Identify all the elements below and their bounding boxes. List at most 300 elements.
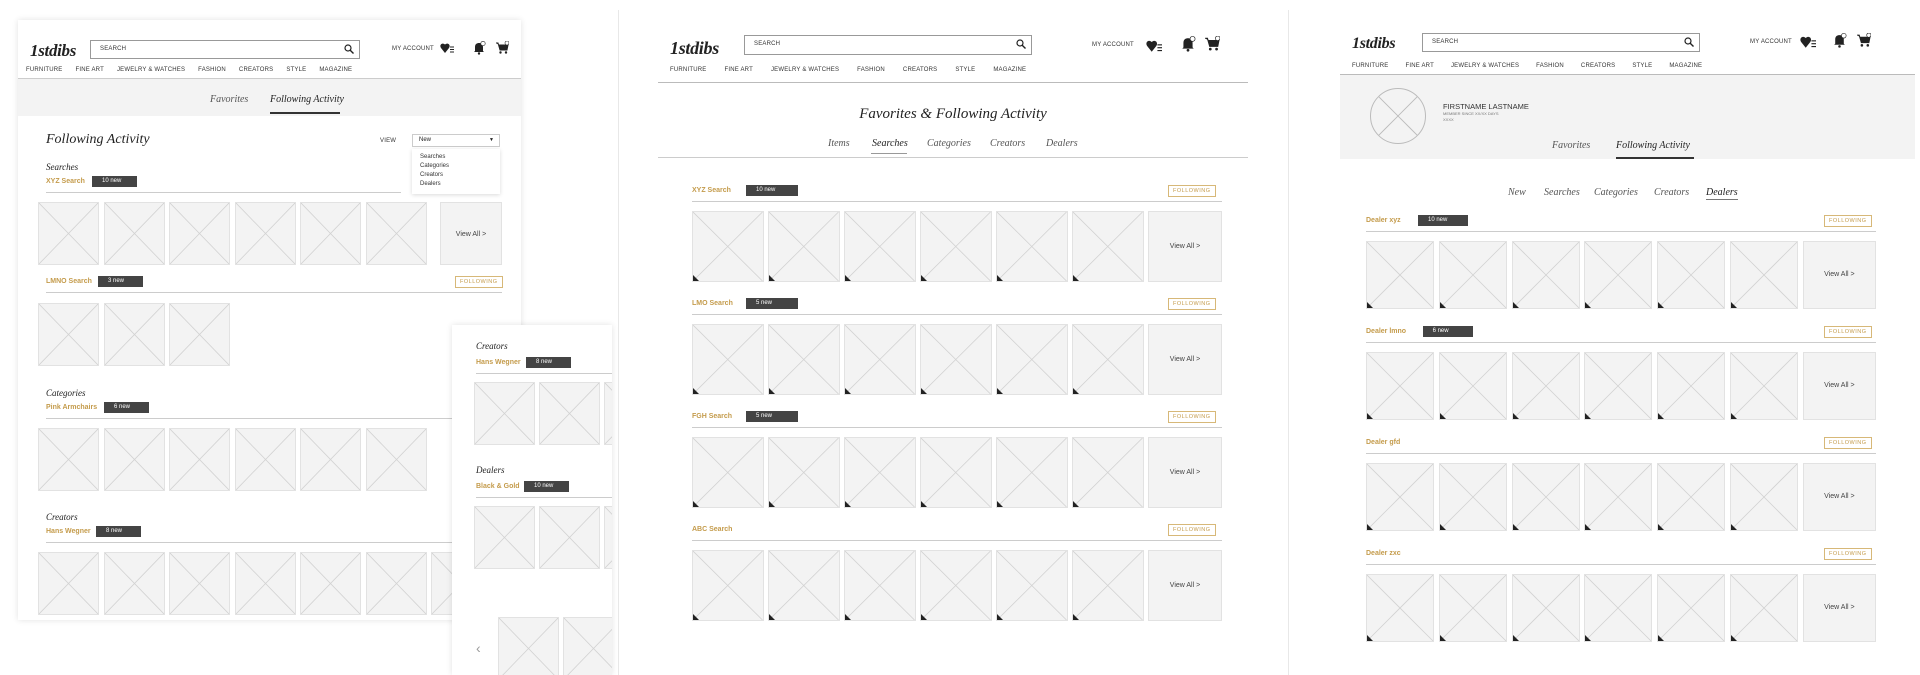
placeholder-image-icon	[769, 325, 839, 394]
item-thumbnail[interactable]	[169, 202, 230, 265]
new-count-badge: 10 new	[746, 185, 798, 196]
main-nav	[1352, 63, 1702, 69]
search-placeholder: SEARCH	[100, 46, 127, 52]
my-account-link[interactable]: MY ACCOUNT	[392, 46, 434, 52]
item-thumbnail[interactable]	[1512, 352, 1580, 420]
item-thumbnail[interactable]	[235, 552, 296, 615]
nav-jewelry[interactable]: JEWELRY & WATCHES	[770, 67, 840, 73]
item-thumbnail[interactable]	[768, 324, 840, 395]
placeholder-image-icon	[301, 203, 360, 264]
view-option-searches[interactable]: Searches	[420, 154, 446, 160]
view-all-label: View All >	[1169, 355, 1201, 363]
placeholder-image-icon	[39, 304, 98, 365]
new-count-badge: 6 new	[104, 402, 149, 413]
item-thumbnail[interactable]	[1072, 211, 1144, 282]
nav-fine-art[interactable]: FINE ART	[1405, 63, 1434, 69]
placeholder-image-icon	[236, 553, 295, 614]
search-name[interactable]: FGH Search	[692, 413, 733, 420]
corner-marker	[997, 614, 1003, 620]
placeholder-image-icon	[921, 551, 991, 620]
placeholder-image-icon	[1731, 575, 1797, 641]
cart-icon[interactable]	[1856, 33, 1871, 48]
nav-fashion[interactable]: FASHION	[198, 67, 226, 73]
prev-arrow-icon[interactable]: ‹	[476, 640, 481, 656]
tab-creators[interactable]: Creators	[990, 138, 1026, 149]
item-thumbnail[interactable]	[366, 552, 427, 615]
category-name[interactable]: Pink Armchairs	[46, 404, 98, 411]
nav-style[interactable]: STYLE	[286, 67, 307, 73]
search-name[interactable]: XYZ Search	[692, 187, 731, 194]
tab-favorites[interactable]: Favorites	[210, 94, 249, 105]
placeholder-image-icon	[1731, 464, 1797, 530]
nav-creators[interactable]: CREATORS	[902, 67, 938, 73]
view-all-button[interactable]	[1803, 241, 1876, 309]
item-thumbnail[interactable]	[38, 202, 99, 265]
item-thumbnail[interactable]	[692, 550, 764, 621]
item-thumbnail[interactable]	[235, 428, 296, 491]
item-thumbnail[interactable]	[844, 437, 916, 508]
search-placeholder: SEARCH	[754, 41, 781, 47]
search-icon[interactable]	[1684, 37, 1694, 47]
item-thumbnail[interactable]	[692, 324, 764, 395]
item-thumbnail[interactable]	[1366, 352, 1434, 420]
following-button[interactable]: FOLLOWING	[1168, 411, 1216, 423]
search-icon[interactable]	[344, 44, 354, 54]
placeholder-image-icon	[1658, 353, 1724, 419]
nav-creators[interactable]: CREATORS	[1580, 63, 1616, 69]
creators-heading: Creators	[476, 341, 508, 351]
item-thumbnail[interactable]	[1657, 574, 1725, 642]
corner-marker	[1367, 302, 1373, 308]
item-thumbnail[interactable]	[1730, 463, 1798, 531]
item-thumbnail[interactable]	[1072, 324, 1144, 395]
search-name[interactable]: LMO Search	[692, 300, 733, 307]
item-thumbnail[interactable]	[498, 617, 559, 675]
item-thumbnail[interactable]	[1439, 463, 1507, 531]
item-thumbnail[interactable]	[366, 428, 427, 491]
following-button[interactable]: FOLLOWING	[1168, 185, 1216, 197]
item-thumbnail[interactable]	[996, 550, 1068, 621]
logo[interactable]: 1stdibs	[30, 41, 77, 60]
tab-following-activity[interactable]: Following Activity	[1616, 140, 1690, 151]
placeholder-image-icon	[921, 212, 991, 281]
row-divider	[692, 314, 1222, 315]
corner-marker	[769, 501, 775, 507]
item-thumbnail[interactable]	[768, 550, 840, 621]
nav-style[interactable]: STYLE	[1632, 63, 1653, 69]
placeholder-image-icon	[170, 429, 229, 490]
nav-fine-art[interactable]: FINE ART	[724, 67, 753, 73]
item-thumbnail[interactable]	[366, 202, 427, 265]
placeholder-image-icon	[170, 553, 229, 614]
placeholder-image-icon	[693, 551, 763, 620]
placeholder-image-icon	[367, 553, 426, 614]
cart-icon[interactable]	[495, 41, 509, 55]
active-tab-underline	[270, 112, 340, 114]
subtab-new[interactable]: New	[1508, 187, 1526, 198]
placeholder-image-icon	[39, 553, 98, 614]
view-all-button[interactable]	[440, 202, 502, 265]
placeholder-image-icon	[693, 212, 763, 281]
view-option-creators[interactable]: Creators	[420, 172, 444, 178]
corner-marker	[1731, 302, 1737, 308]
my-account-link[interactable]: MY ACCOUNT	[1750, 39, 1792, 45]
corner-marker	[1731, 524, 1737, 530]
view-option-dealers[interactable]: Dealers	[420, 181, 441, 187]
creator-name[interactable]: Hans Wegner	[46, 528, 91, 535]
corner-marker	[921, 388, 927, 394]
following-button[interactable]: FOLLOWING	[1824, 215, 1872, 227]
item-thumbnail[interactable]	[169, 303, 230, 366]
favorites-list-icon[interactable]	[1146, 38, 1162, 54]
search-name[interactable]: ABC Search	[692, 526, 733, 533]
item-thumbnail[interactable]	[692, 437, 764, 508]
search-input[interactable]	[744, 35, 1032, 55]
placeholder-image-icon	[301, 553, 360, 614]
bell-icon[interactable]	[1180, 36, 1196, 52]
placeholder-image-icon	[845, 438, 915, 507]
corner-marker	[1585, 302, 1591, 308]
item-thumbnail[interactable]	[300, 428, 361, 491]
placeholder-image-icon	[997, 551, 1067, 620]
placeholder-image-icon	[769, 551, 839, 620]
bell-icon[interactable]	[1832, 33, 1847, 48]
item-thumbnail[interactable]	[1584, 352, 1652, 420]
nav-fine-art[interactable]: FINE ART	[75, 67, 104, 73]
item-thumbnail[interactable]	[768, 211, 840, 282]
dealers-heading: Dealers	[476, 465, 505, 475]
placeholder-image-icon	[170, 203, 229, 264]
panel-divider	[1288, 10, 1289, 675]
placeholder-image-icon	[301, 429, 360, 490]
placeholder-image-icon	[1073, 212, 1143, 281]
placeholder-image-icon	[1367, 242, 1433, 308]
item-thumbnail[interactable]	[692, 211, 764, 282]
item-thumbnail[interactable]	[920, 550, 992, 621]
corner-marker	[1073, 614, 1079, 620]
placeholder-image-icon	[1585, 575, 1651, 641]
corner-marker	[1513, 524, 1519, 530]
view-all-button[interactable]	[1148, 550, 1222, 621]
nav-furniture[interactable]: FURNITURE	[670, 67, 707, 73]
new-count-badge: 5 new	[746, 298, 798, 309]
item-thumbnail[interactable]	[996, 211, 1068, 282]
item-thumbnail[interactable]	[768, 437, 840, 508]
subtab-dealers[interactable]: Dealers	[1706, 187, 1738, 198]
item-thumbnail[interactable]	[1584, 574, 1652, 642]
item-thumbnail[interactable]	[169, 428, 230, 491]
view-all-label: View All >	[1824, 382, 1855, 389]
avatar[interactable]	[1370, 88, 1426, 144]
item-thumbnail[interactable]	[1512, 463, 1580, 531]
subtab-creators[interactable]: Creators	[1654, 187, 1690, 198]
placeholder-image-icon	[845, 212, 915, 281]
placeholder-image-icon	[39, 203, 98, 264]
item-thumbnail[interactable]	[844, 211, 916, 282]
corner-marker	[1367, 635, 1373, 641]
item-thumbnail[interactable]	[1439, 574, 1507, 642]
tab-favorites[interactable]: Favorites	[1552, 140, 1591, 151]
item-thumbnail[interactable]	[169, 552, 230, 615]
tab-dealers[interactable]: Dealers	[1046, 138, 1078, 149]
view-all-button[interactable]	[1803, 574, 1876, 642]
new-count-badge: 5 new	[746, 411, 798, 422]
item-thumbnail[interactable]	[1072, 550, 1144, 621]
item-thumbnail[interactable]	[38, 428, 99, 491]
placeholder-image-icon	[1440, 353, 1506, 419]
placeholder-image-icon	[39, 429, 98, 490]
item-thumbnail[interactable]	[474, 506, 535, 569]
placeholder-image-icon	[1658, 575, 1724, 641]
page-title: Following Activity	[46, 132, 150, 147]
item-thumbnail[interactable]	[1366, 463, 1434, 531]
item-thumbnail[interactable]	[104, 303, 165, 366]
row-divider	[476, 497, 612, 498]
placeholder-image-icon	[1585, 242, 1651, 308]
item-thumbnail[interactable]	[996, 324, 1068, 395]
corner-marker	[1440, 413, 1446, 419]
search-input[interactable]	[90, 40, 360, 59]
following-button[interactable]: FOLLOWING	[1824, 437, 1872, 449]
favorites-list-icon[interactable]	[1800, 34, 1816, 50]
following-button[interactable]: FOLLOWING	[1824, 326, 1872, 338]
placeholder-image-icon	[367, 429, 426, 490]
nav-style[interactable]: STYLE	[955, 67, 976, 73]
view-all-button[interactable]	[1803, 463, 1876, 531]
tab-searches[interactable]: Searches	[872, 138, 908, 149]
item-thumbnail[interactable]	[104, 428, 165, 491]
nav-fashion[interactable]: FASHION	[857, 67, 885, 73]
item-thumbnail[interactable]	[844, 550, 916, 621]
profile-extra: XXXX	[1443, 117, 1454, 122]
searches-heading: Searches	[46, 162, 79, 172]
item-thumbnail[interactable]	[604, 506, 612, 569]
corner-marker	[1073, 275, 1079, 281]
item-thumbnail[interactable]	[1366, 574, 1434, 642]
logo[interactable]: 1stdibs	[670, 38, 719, 58]
placeholder-image-icon	[1731, 242, 1797, 308]
nav-furniture[interactable]: FURNITURE	[1352, 63, 1389, 69]
placeholder-image-icon	[475, 383, 534, 444]
search-placeholder: SEARCH	[1432, 39, 1459, 45]
corner-marker	[997, 275, 1003, 281]
profile-name: FIRSTNAME LASTNAME	[1443, 102, 1529, 111]
subtab-categories[interactable]: Categories	[1594, 187, 1638, 198]
corner-marker	[769, 614, 775, 620]
placeholder-image-icon	[1440, 575, 1506, 641]
placeholder-image-icon	[499, 618, 558, 675]
new-count-badge: 10 new	[92, 176, 137, 187]
nav-jewelry[interactable]: JEWELRY & WATCHES	[1450, 63, 1520, 69]
placeholder-image-icon	[1367, 353, 1433, 419]
item-thumbnail[interactable]	[38, 552, 99, 615]
following-button[interactable]: FOLLOWING	[1168, 298, 1216, 310]
search-name[interactable]: Dealer lmno	[1366, 328, 1407, 335]
item-thumbnail[interactable]	[235, 202, 296, 265]
placeholder-image-icon	[1367, 575, 1433, 641]
corner-marker	[693, 388, 699, 394]
view-all-label: View All >	[455, 231, 487, 238]
corner-marker	[1658, 413, 1664, 419]
right-panel	[1330, 0, 1920, 675]
row-divider	[476, 373, 612, 374]
item-thumbnail[interactable]	[300, 202, 361, 265]
placeholder-image-icon	[1658, 464, 1724, 530]
corner-marker	[1585, 413, 1591, 419]
row-divider	[1366, 564, 1876, 565]
row-divider	[46, 418, 458, 419]
item-thumbnail[interactable]	[1584, 241, 1652, 309]
item-thumbnail[interactable]	[996, 437, 1068, 508]
placeholder-image-icon	[845, 325, 915, 394]
tab-items[interactable]: Items	[828, 138, 850, 149]
item-thumbnail[interactable]	[539, 506, 600, 569]
new-count-badge: 8 new	[96, 526, 141, 537]
view-all-button[interactable]	[1148, 324, 1222, 395]
tab-following-activity[interactable]: Following Activity	[270, 94, 344, 105]
item-thumbnail[interactable]	[1730, 352, 1798, 420]
corner-marker	[1367, 524, 1373, 530]
placeholder-image-icon	[475, 507, 534, 568]
item-thumbnail[interactable]	[920, 437, 992, 508]
item-thumbnail[interactable]	[844, 324, 916, 395]
search-input[interactable]	[1422, 33, 1700, 52]
item-thumbnail[interactable]	[1439, 352, 1507, 420]
item-thumbnail[interactable]	[300, 552, 361, 615]
cart-icon[interactable]	[1204, 36, 1220, 52]
search-name[interactable]: LMNO Search	[46, 278, 92, 285]
item-thumbnail[interactable]	[474, 382, 535, 445]
placeholder-image-icon	[997, 325, 1067, 394]
placeholder-image-icon	[105, 304, 164, 365]
corner-marker	[845, 614, 851, 620]
nav-jewelry[interactable]: JEWELRY & WATCHES	[116, 67, 186, 73]
subtab-searches[interactable]: Searches	[1544, 187, 1580, 198]
corner-marker	[1367, 413, 1373, 419]
item-thumbnail[interactable]	[604, 382, 612, 445]
middle-panel	[618, 0, 1288, 675]
placeholder-image-icon	[540, 383, 599, 444]
item-thumbnail[interactable]	[1512, 241, 1580, 309]
view-all-label: View All >	[1169, 468, 1201, 476]
tab-categories[interactable]: Categories	[927, 138, 971, 149]
logo[interactable]: 1stdibs	[1352, 35, 1396, 52]
view-all-label: View All >	[1169, 242, 1201, 250]
corner-marker	[769, 275, 775, 281]
placeholder-image-icon	[1073, 551, 1143, 620]
search-name[interactable]: XYZ Search	[46, 178, 85, 185]
item-thumbnail[interactable]	[1512, 574, 1580, 642]
row-divider	[1366, 231, 1876, 232]
item-thumbnail[interactable]	[1439, 241, 1507, 309]
item-thumbnail[interactable]	[1584, 463, 1652, 531]
placeholder-image-icon	[769, 438, 839, 507]
item-thumbnail[interactable]	[920, 324, 992, 395]
corner-marker	[1440, 302, 1446, 308]
view-select-value: New	[419, 137, 432, 143]
new-count-badge: 10 new	[1418, 215, 1468, 226]
view-all-button[interactable]	[1148, 437, 1222, 508]
view-all-button[interactable]	[1148, 211, 1222, 282]
active-tab-underline	[871, 153, 907, 154]
item-thumbnail[interactable]	[1730, 574, 1798, 642]
nav-magazine[interactable]: MAGAZINE	[1669, 63, 1703, 69]
view-all-button[interactable]	[1803, 352, 1876, 420]
corner-marker	[693, 501, 699, 507]
following-button[interactable]: FOLLOWING	[455, 276, 503, 288]
view-option-categories[interactable]: Categories	[420, 163, 450, 169]
placeholder-image-icon	[1073, 438, 1143, 507]
corner-marker	[1073, 388, 1079, 394]
creator-name[interactable]: Hans Wegner	[476, 359, 521, 366]
corner-marker	[693, 275, 699, 281]
nav-magazine[interactable]: MAGAZINE	[319, 67, 353, 73]
corner-marker	[1658, 302, 1664, 308]
corner-marker	[1731, 635, 1737, 641]
item-thumbnail[interactable]	[920, 211, 992, 282]
nav-magazine[interactable]: MAGAZINE	[993, 67, 1027, 73]
nav-fashion[interactable]: FASHION	[1536, 63, 1564, 69]
row-divider	[46, 292, 502, 293]
row-divider	[1366, 342, 1876, 343]
row-divider	[46, 192, 401, 193]
item-thumbnail[interactable]	[104, 202, 165, 265]
view-all-label: View All >	[1824, 271, 1855, 278]
item-thumbnail[interactable]	[563, 617, 612, 675]
view-select[interactable]	[412, 134, 500, 147]
search-name[interactable]: Dealer zxc	[1366, 550, 1401, 557]
page-title: Favorites & Following Activity	[859, 106, 1047, 122]
item-thumbnail[interactable]	[1730, 241, 1798, 309]
search-name[interactable]: Dealer xyz	[1366, 217, 1401, 224]
placeholder-image-icon	[105, 429, 164, 490]
corner-marker	[1585, 635, 1591, 641]
search-name[interactable]: Dealer gfd	[1366, 439, 1401, 446]
search-icon[interactable]	[1016, 39, 1026, 49]
item-thumbnail[interactable]	[38, 303, 99, 366]
placeholder-image-icon	[540, 507, 599, 568]
placeholder-image-icon	[1513, 242, 1579, 308]
main-nav	[26, 67, 352, 73]
nav-creators[interactable]: CREATORS	[238, 67, 274, 73]
bell-icon[interactable]	[472, 41, 486, 55]
corner-marker	[1658, 524, 1664, 530]
placeholder-image-icon	[605, 383, 612, 444]
nav-furniture[interactable]: FURNITURE	[26, 67, 63, 73]
item-thumbnail[interactable]	[1366, 241, 1434, 309]
following-button[interactable]: FOLLOWING	[1824, 548, 1872, 560]
dealer-name[interactable]: Black & Gold	[476, 483, 520, 490]
main-nav	[670, 67, 1026, 73]
placeholder-image-icon	[1658, 242, 1724, 308]
corner-marker	[1440, 635, 1446, 641]
corner-marker	[921, 501, 927, 507]
favorites-list-icon[interactable]	[440, 41, 454, 55]
item-thumbnail[interactable]	[1657, 241, 1725, 309]
profile-member-since: MEMBER SINCE XX/XX DAYS	[1443, 111, 1499, 116]
placeholder-image-icon	[1513, 353, 1579, 419]
placeholder-image-icon	[1513, 464, 1579, 530]
item-thumbnail[interactable]	[1657, 352, 1725, 420]
item-thumbnail[interactable]	[539, 382, 600, 445]
item-thumbnail[interactable]	[1072, 437, 1144, 508]
active-tab-underline	[1616, 157, 1694, 159]
item-thumbnail[interactable]	[1657, 463, 1725, 531]
item-thumbnail[interactable]	[104, 552, 165, 615]
my-account-link[interactable]: MY ACCOUNT	[1092, 42, 1134, 48]
corner-marker	[1585, 524, 1591, 530]
following-button[interactable]: FOLLOWING	[1168, 524, 1216, 536]
